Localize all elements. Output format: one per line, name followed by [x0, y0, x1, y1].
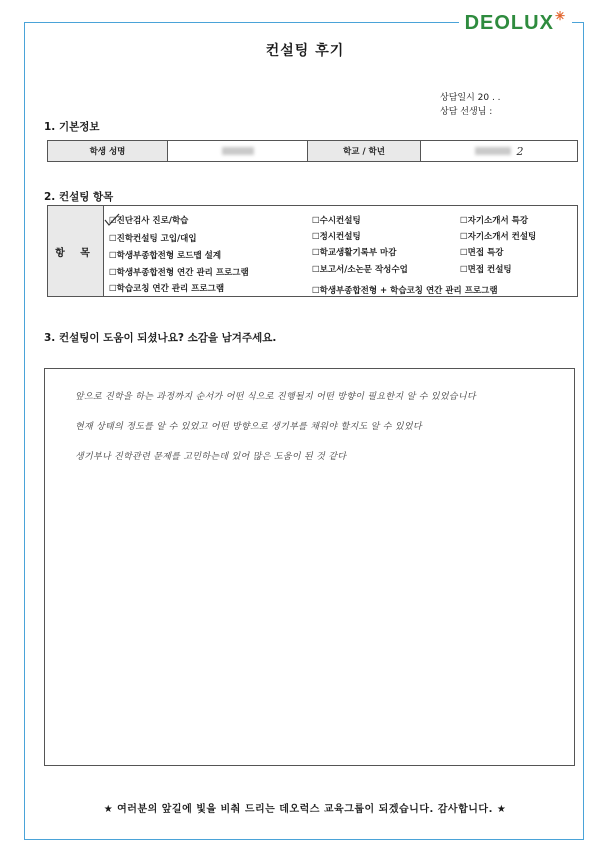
- section-basic-info-heading: 1. 기본정보: [44, 121, 100, 133]
- form-title: 컨설팅 후기: [265, 43, 345, 59]
- basic-info-table: [47, 140, 578, 162]
- footer-message: ★ 여러분의 앞길에 빛을 비춰 드리는 데오럭스 교육그룹이 되겠습니다. 감사합니다. ★: [103, 804, 507, 815]
- option-learning-coaching[interactable]: ☐학습코칭 연간 관리 프로그램: [109, 284, 225, 294]
- redacted-school: [475, 147, 511, 155]
- redacted-name: [222, 147, 254, 155]
- option-annual-management[interactable]: ☐학생부종합전형 연간 관리 프로그램: [109, 268, 249, 278]
- handwritten-check-icon: [104, 213, 120, 227]
- option-susi-consulting[interactable]: ☐수시컨설팅: [312, 216, 361, 226]
- grade-value: 2: [516, 144, 524, 158]
- consult-date-label: 상담일시 20 . .: [440, 93, 501, 103]
- option-interview-lecture[interactable]: ☐면접 특강: [460, 248, 504, 258]
- option-school-record[interactable]: ☐학교생활기록부 마감: [312, 248, 397, 258]
- option-essay-lecture[interactable]: ☐자기소개서 특강: [460, 216, 529, 226]
- option-jeongsi-consulting[interactable]: ☐정시컨설팅: [312, 232, 361, 242]
- items-row-label: 항 목: [48, 206, 104, 296]
- option-diagnostic-test[interactable]: ☑진단검사 진로/학습: [109, 216, 189, 226]
- option-report-writing[interactable]: ☐보고서/소논문 작성수업: [312, 265, 408, 275]
- items-options: [104, 206, 577, 296]
- option-roadmap-design[interactable]: ☐학생부종합전형 로드맵 설계: [109, 251, 222, 261]
- answer-line: 현재 상태의 정도를 알 수 있었고 어떤 방향으로 생기부를 채워야 할지도 알 수 있었다: [75, 422, 422, 432]
- answer-line: 앞으로 진학을 하는 과정까지 순서가 어떤 식으로 진행될지 어떤 방향이 필요한지 알 수 있었습니다: [75, 392, 476, 402]
- option-interview-consulting[interactable]: ☐면접 컨설팅: [460, 265, 512, 275]
- option-combined-program[interactable]: ☐학생부종합전형 + 학습코칭 연간 관리 프로그램: [312, 286, 498, 296]
- student-name-value: [168, 141, 308, 161]
- sparkle-icon: ✳: [554, 9, 566, 23]
- student-name-label: 학생 성명: [48, 141, 168, 161]
- section-feedback-heading: 3. 컨설팅이 도움이 되셨나요? 소감을 남겨주세요.: [44, 332, 277, 344]
- school-grade-label: 학교 / 학년: [308, 141, 421, 161]
- feedback-answer-box[interactable]: [44, 368, 575, 766]
- deolux-logo: DEOLUX✳: [459, 12, 572, 35]
- consultant-label: 상담 선생님 :: [440, 107, 493, 117]
- answer-line: 생기부나 진학관련 문제를 고민하는데 있어 많은 도움이 된 것 같다: [75, 452, 347, 462]
- consulting-items-table: [47, 205, 578, 297]
- school-grade-value: [421, 141, 577, 161]
- option-essay-consulting[interactable]: ☐자기소개서 컨설팅: [460, 232, 537, 242]
- option-admission-consulting[interactable]: ☐진학컨설팅 고입/대입: [109, 234, 197, 244]
- section-items-heading: 2. 컨설팅 항목: [44, 191, 114, 203]
